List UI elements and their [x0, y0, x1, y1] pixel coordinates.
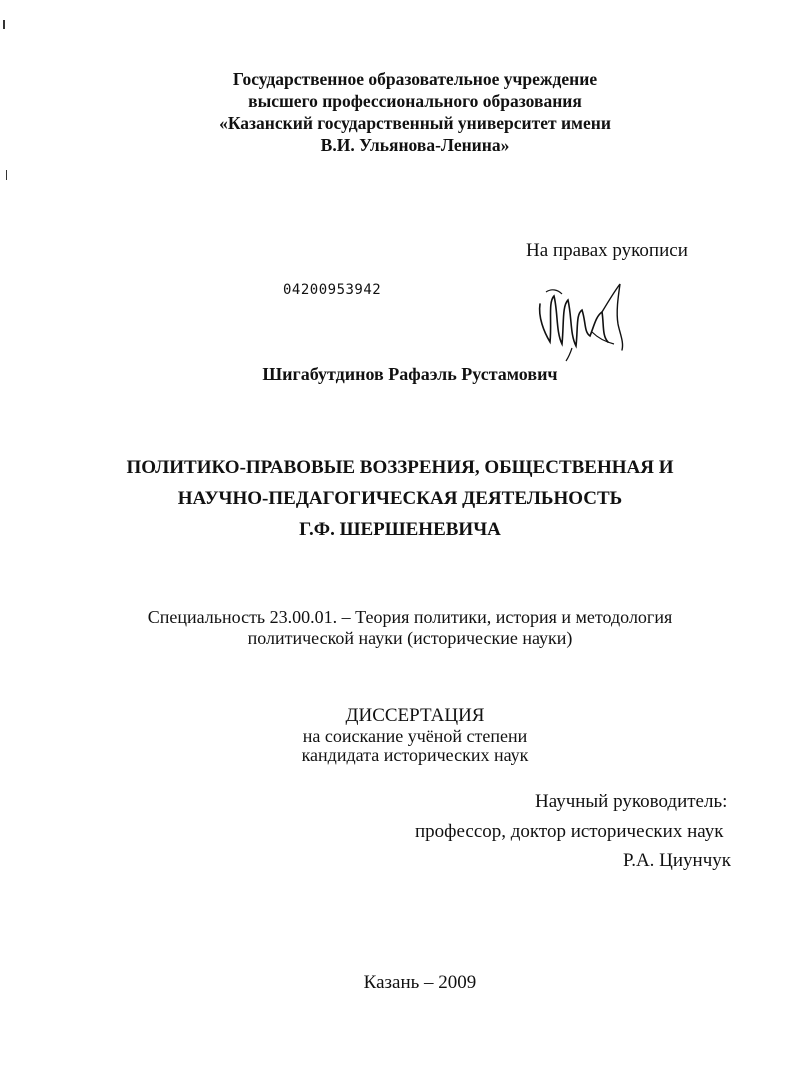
advisor-label: Научный руководитель:	[535, 791, 728, 812]
institution-line: Государственное образовательное учреждение	[232, 69, 598, 89]
institution-line: «Казанский государственный университет имени	[219, 113, 611, 133]
scan-mark	[3, 20, 5, 29]
dissertation-line: кандидата исторических наук	[301, 745, 529, 765]
institution-line: высшего профессионального образования	[248, 91, 582, 111]
city-year: Казань – 2009	[363, 972, 477, 993]
dissertation-block	[250, 706, 580, 765]
title-line: ПОЛИТИКО-ПРАВОВЫЕ ВОЗЗРЕНИЯ, ОБЩЕСТВЕННАЯ И	[126, 457, 674, 478]
specialty-line: политической науки (исторические науки)	[247, 628, 573, 648]
advisor-title: профессор, доктор исторических наук	[415, 821, 724, 842]
signature-image	[532, 262, 642, 362]
document-number: 04200953942	[283, 282, 382, 298]
specialty	[110, 607, 710, 649]
institution-line: В.И. Ульянова-Ленина»	[320, 135, 510, 155]
author-name: Шигабутдинов Рафаэль Рустамович	[262, 364, 558, 384]
title-line: Г.Ф. ШЕРШЕНЕВИЧА	[299, 519, 501, 540]
dissertation-heading: ДИССЕРТАЦИЯ	[345, 705, 485, 726]
institution-header	[150, 68, 680, 156]
specialty-line: Специальность 23.00.01. – Теория политики, история и методология	[147, 607, 673, 627]
scan-mark	[6, 170, 7, 180]
rights-note: На правах рукописи	[526, 240, 688, 261]
title-line: НАУЧНО-ПЕДАГОГИЧЕСКАЯ ДЕЯТЕЛЬНОСТЬ	[177, 488, 623, 509]
dissertation-title	[90, 452, 710, 545]
advisor-name: Р.А. Циунчук	[623, 850, 732, 871]
dissertation-line: на соискание учёной степени	[302, 726, 528, 746]
